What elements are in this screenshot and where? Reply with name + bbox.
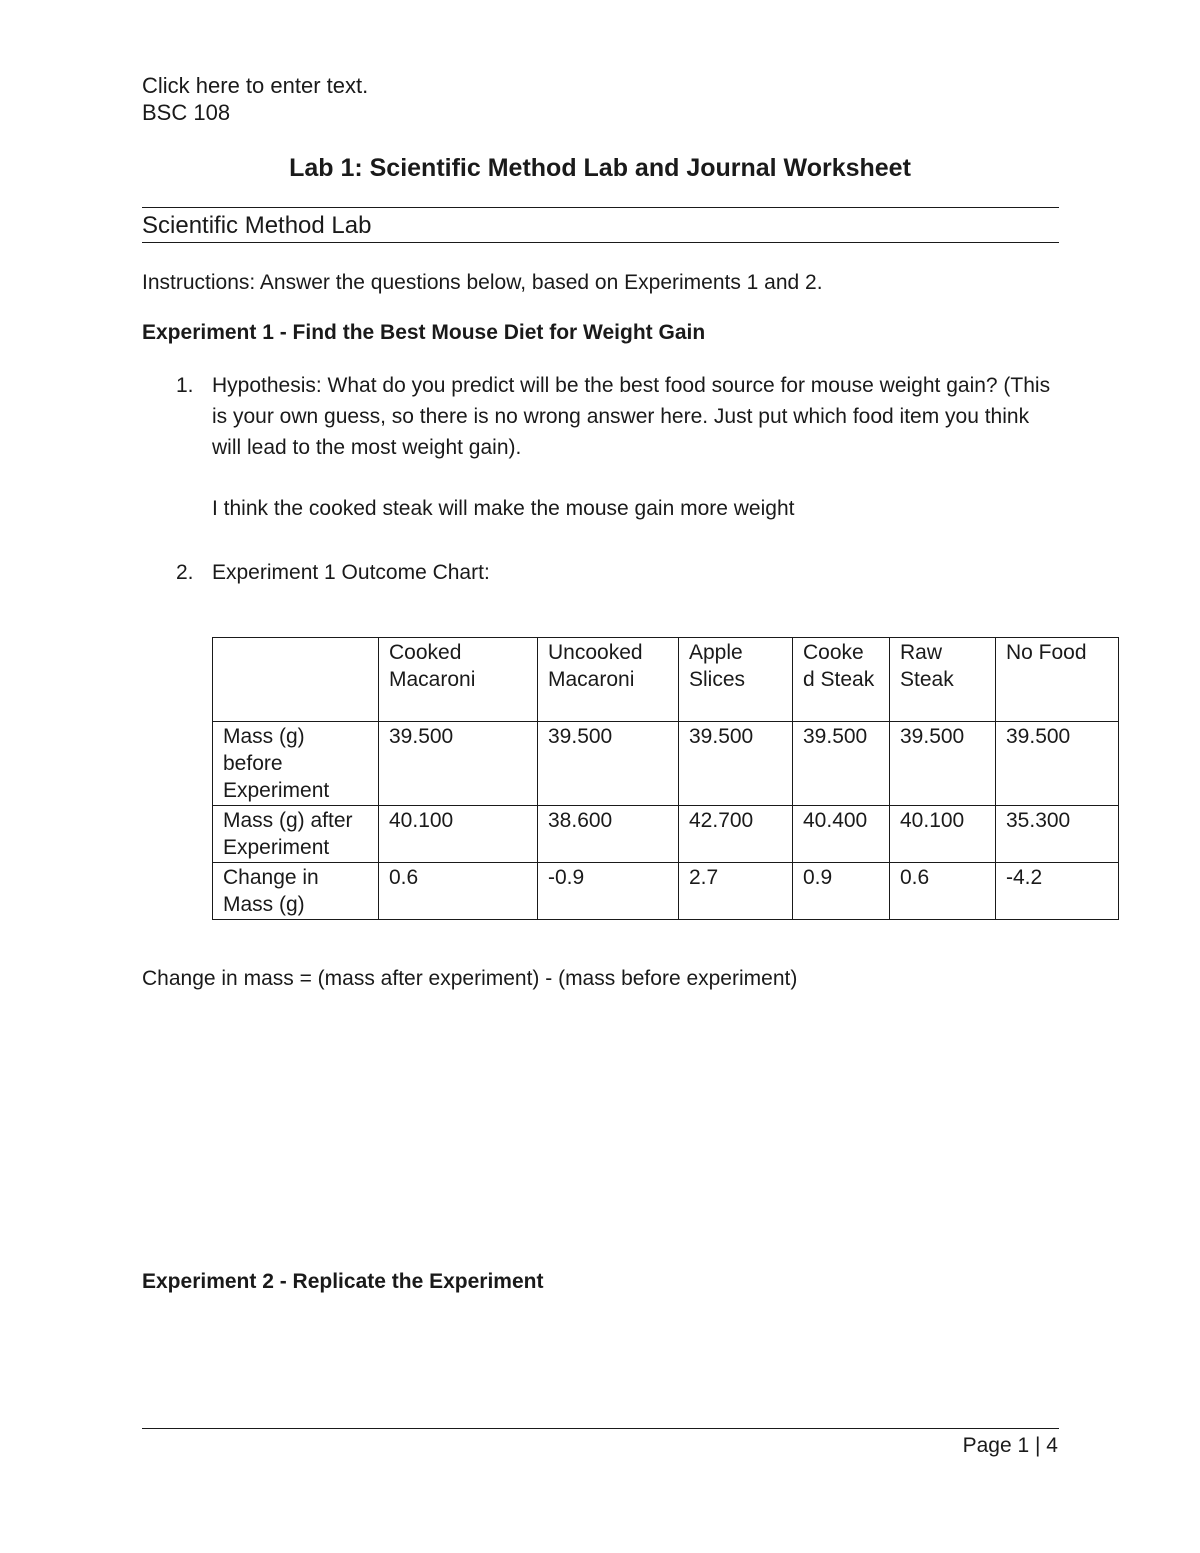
page-number: Page 1 | 4 bbox=[962, 1434, 1058, 1457]
table-row bbox=[213, 863, 1119, 920]
table-row-label: Change in Mass (g) bbox=[213, 863, 379, 920]
table-row-label: Mass (g) after Experiment bbox=[213, 806, 379, 863]
table-header-cell: Cooke d Steak bbox=[793, 638, 890, 722]
enter-text-placeholder[interactable]: Click here to enter text. bbox=[142, 73, 369, 98]
question-2-number: 2. bbox=[176, 561, 194, 584]
instructions-text: Instructions: Answer the questions below, based on Experiments 1 and 2. bbox=[142, 271, 823, 294]
section-rule-top bbox=[142, 207, 1059, 208]
table-row bbox=[213, 806, 1119, 863]
table-row bbox=[213, 722, 1119, 806]
question-1-number: 1. bbox=[176, 374, 194, 397]
change-in-mass-formula: Change in mass = (mass after experiment) - (mass before experiment) bbox=[142, 967, 798, 990]
section-rule-bottom bbox=[142, 242, 1059, 243]
experiment2-heading: Experiment 2 - Replicate the Experiment bbox=[142, 1270, 544, 1293]
footer-rule bbox=[142, 1428, 1059, 1429]
table-cell: -4.2 bbox=[996, 863, 1119, 920]
table-cell: 35.300 bbox=[996, 806, 1119, 863]
table-header-cell: No Food bbox=[996, 638, 1119, 722]
question-1-answer[interactable]: I think the cooked steak will make the mouse gain more weight bbox=[212, 497, 795, 520]
outcome-table bbox=[212, 637, 1119, 920]
table-cell: 40.400 bbox=[793, 806, 890, 863]
table-header-cell: Raw Steak bbox=[890, 638, 996, 722]
question-2-text: Experiment 1 Outcome Chart: bbox=[212, 561, 490, 584]
table-cell: -0.9 bbox=[538, 863, 679, 920]
question-1-text: Hypothesis: What do you predict will be the best food source for mouse weight gain? (This is your own guess, so there is no wrong answer here. Just put which food item you think will lead to the most weight gain). bbox=[212, 374, 1051, 459]
question-1 bbox=[176, 370, 1056, 463]
table-header-cell: Apple Slices bbox=[679, 638, 793, 722]
table-cell: 39.500 bbox=[538, 722, 679, 806]
table-header-cell: Uncooked Macaroni bbox=[538, 638, 679, 722]
table-cell: 0.9 bbox=[793, 863, 890, 920]
table-header-cell: Cooked Macaroni bbox=[379, 638, 538, 722]
table-cell: 0.6 bbox=[379, 863, 538, 920]
table-cell: 39.500 bbox=[793, 722, 890, 806]
table-header-cell bbox=[213, 638, 379, 722]
course-code: BSC 108 bbox=[142, 100, 231, 125]
document-title: Lab 1: Scientific Method Lab and Journal Worksheet bbox=[289, 154, 911, 182]
table-cell: 38.600 bbox=[538, 806, 679, 863]
section-heading: Scientific Method Lab bbox=[142, 212, 372, 239]
table-cell: 39.500 bbox=[996, 722, 1119, 806]
question-2 bbox=[176, 557, 1056, 588]
experiment1-heading: Experiment 1 - Find the Best Mouse Diet for Weight Gain bbox=[142, 321, 706, 344]
table-row-label: Mass (g) before Experiment bbox=[213, 722, 379, 806]
table-cell: 39.500 bbox=[679, 722, 793, 806]
table-cell: 40.100 bbox=[379, 806, 538, 863]
table-cell: 42.700 bbox=[679, 806, 793, 863]
table-cell: 39.500 bbox=[890, 722, 996, 806]
table-header-row bbox=[213, 638, 1119, 722]
table-cell: 2.7 bbox=[679, 863, 793, 920]
table-cell: 39.500 bbox=[379, 722, 538, 806]
table-cell: 0.6 bbox=[890, 863, 996, 920]
table-cell: 40.100 bbox=[890, 806, 996, 863]
